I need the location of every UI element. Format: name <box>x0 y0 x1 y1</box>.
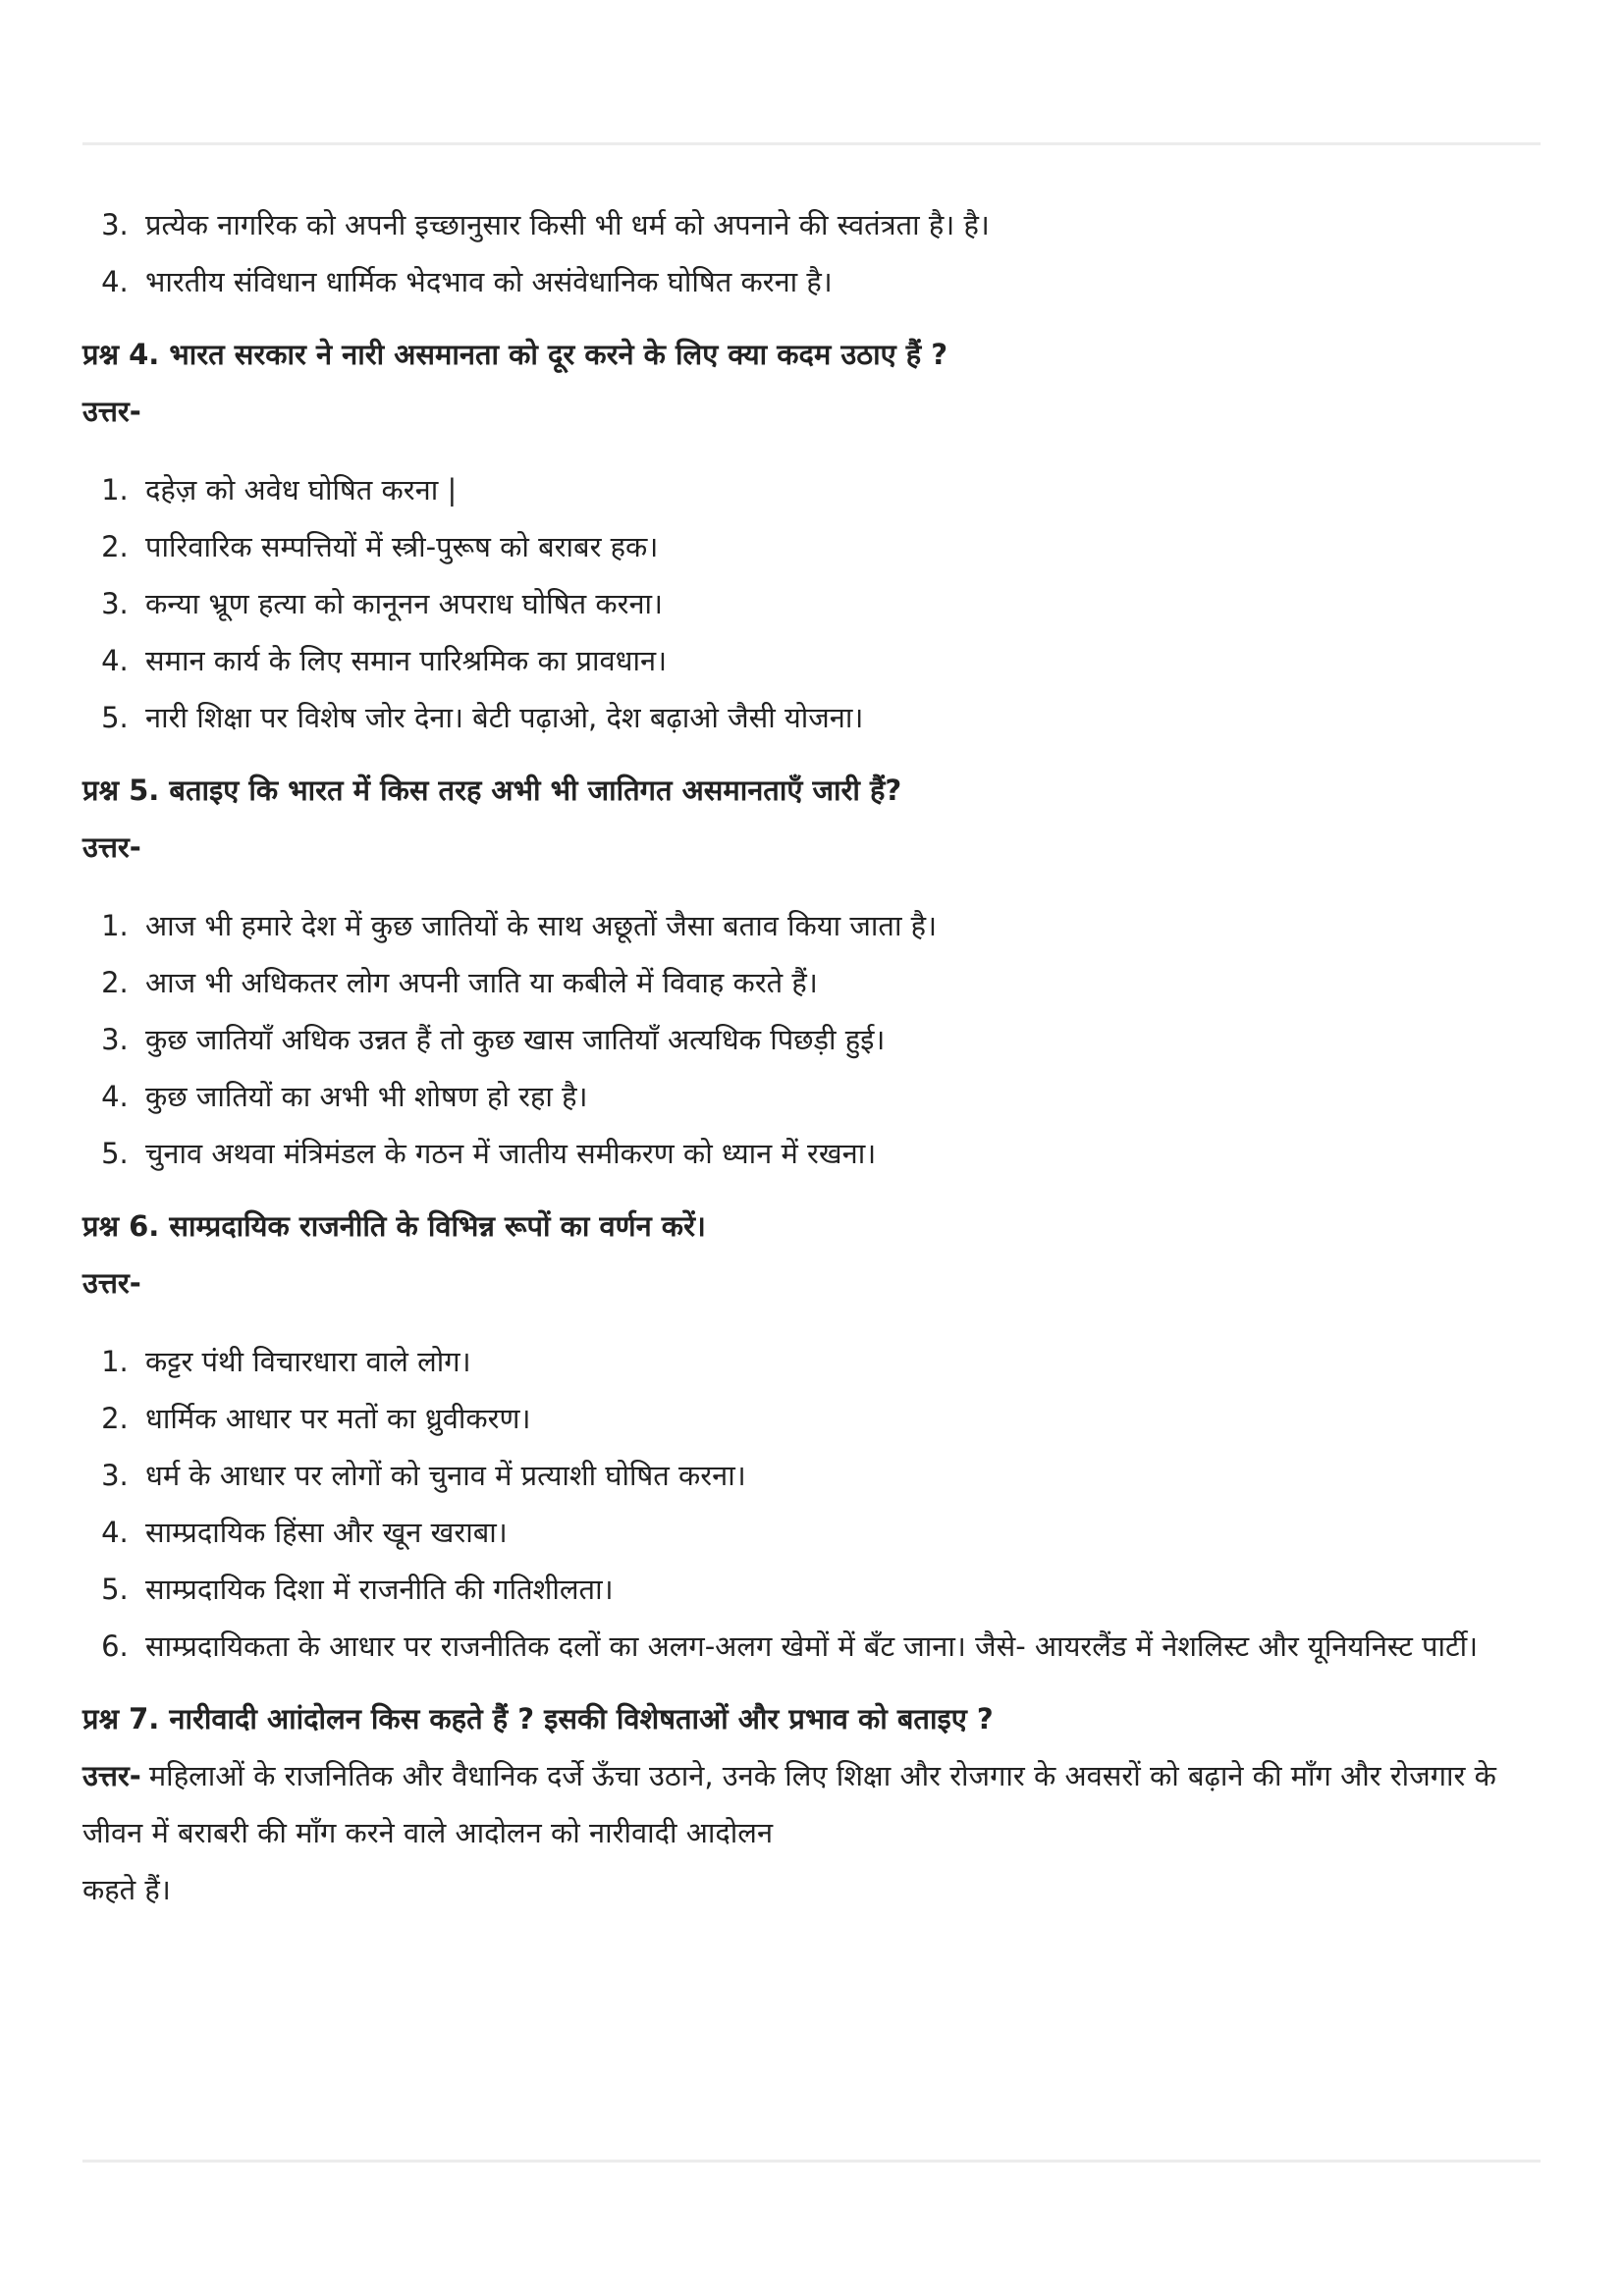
document-body <box>82 196 1541 1918</box>
answer-list-6 <box>82 1333 1541 1675</box>
list-item: 5. साम्प्रदायिक दिशा में राजनीति की गतिशीलता। <box>137 1561 1541 1618</box>
top-divider <box>82 142 1541 145</box>
list-item: 3. कन्या भ्रूण हत्या को कानूनन अपराध घोषित करना। <box>137 575 1541 632</box>
answer-list-4 <box>82 461 1541 746</box>
list-item: 4. भारतीय संविधान धार्मिक भेदभाव को असंवेधानिक घोषित करना है। <box>137 253 1541 310</box>
list-item: 4. साम्प्रदायिक हिंसा और खून खराबा। <box>137 1504 1541 1561</box>
answer-list-5 <box>82 897 1541 1182</box>
question-6: प्रश्न 6. साम्प्रदायिक राजनीति के विभिन्न रूपों का वर्णन करें। <box>82 1209 706 1243</box>
list-item: 5. चुनाव अथवा मंत्रिमंडल के गठन में जातीय समीकरण को ध्यान में रखना। <box>137 1125 1541 1182</box>
list-item: 2. आज भी अधिकतर लोग अपनी जाति या कबीले में विवाह करते हैं। <box>137 954 1541 1011</box>
list-item: 1. कट्टर पंथी विचारधारा वाले लोग। <box>137 1333 1541 1390</box>
list-item: 2. धार्मिक आधार पर मतों का ध्रुवीकरण। <box>137 1390 1541 1447</box>
list-item: 3. धर्म के आधार पर लोगों को चुनाव में प्रत्याशी घोषित करना। <box>137 1447 1541 1504</box>
answer-label-4: उत्तर- <box>82 395 141 428</box>
list-item: 3. कुछ जातियाँ अधिक उन्नत हैं तो कुछ खास जातियाँ अत्यधिक पिछड़ी हुई। <box>137 1011 1541 1068</box>
answer-label-6: उत्तर- <box>82 1266 141 1300</box>
bottom-divider <box>82 2160 1541 2163</box>
continued-answer-list <box>82 196 1541 310</box>
list-item: 3. प्रत्येक नागरिक को अपनी इच्छानुसार किसी भी धर्म को अपनाने की स्वतंत्रता है। है। <box>137 196 1541 253</box>
list-item: 4. कुछ जातियों का अभी भी शोषण हो रहा है। <box>137 1068 1541 1125</box>
list-item: 6. साम्प्रदायिकता के आधार पर राजनीतिक दलों का अलग-अलग खेमों में बँट जाना। जैसे- आयरलैंड में नेशलिस्ट और यूनियनिस्ट पार्टी। <box>137 1618 1541 1675</box>
question-7: प्रश्न 7. नारीवादी आांदोलन किस कहते हैं ? इसकी विशेषताओं और प्रभाव को बताइए ? <box>82 1702 994 1735</box>
question-5: प्रश्न 5. बताइए कि भारत में किस तरह अभी भी जातिगत असमानताएँ जारी हैं? <box>82 774 902 807</box>
list-item: 1. आज भी हमारे देश में कुछ जातियों के साथ अछूतों जैसा बताव किया जाता है। <box>137 897 1541 954</box>
list-item: 1. दहेज़ को अवेध घोषित करना | <box>137 461 1541 518</box>
list-item: 5. नारी शिक्षा पर विशेष जोर देना। बेटी पढ़ाओ, देश बढ़ाओ जैसी योजना। <box>137 689 1541 746</box>
answer-7 <box>82 1747 1541 1861</box>
question-4: प्रश्न 4. भारत सरकार ने नारी असमानता को दूर करने के लिए क्या कदम उठाए हैं ? <box>82 338 948 371</box>
list-item: 2. पारिवारिक सम्पत्तियों में स्त्री-पुरूष को बराबर हक। <box>137 518 1541 575</box>
answer-label-7: उत्तर- <box>82 1759 141 1792</box>
list-item: 4. समान कार्य के लिए समान पारिश्रमिक का प्रावधान। <box>137 632 1541 689</box>
answer-tail-7: कहते हैं। <box>82 1873 171 1906</box>
answer-text-7: महिलाओं के राजनितिक और वैधानिक दर्जे ऊँचा उठाने, उनके लिए शिक्षा और रोजगार के अवसरों को बढ़ाने की माँग और रोजगार के जीवन में बराबरी की माँग करने वाले आदोलन को नारीवादी आदोलन <box>82 1759 1496 1849</box>
answer-label-5: उत्तर- <box>82 830 141 864</box>
